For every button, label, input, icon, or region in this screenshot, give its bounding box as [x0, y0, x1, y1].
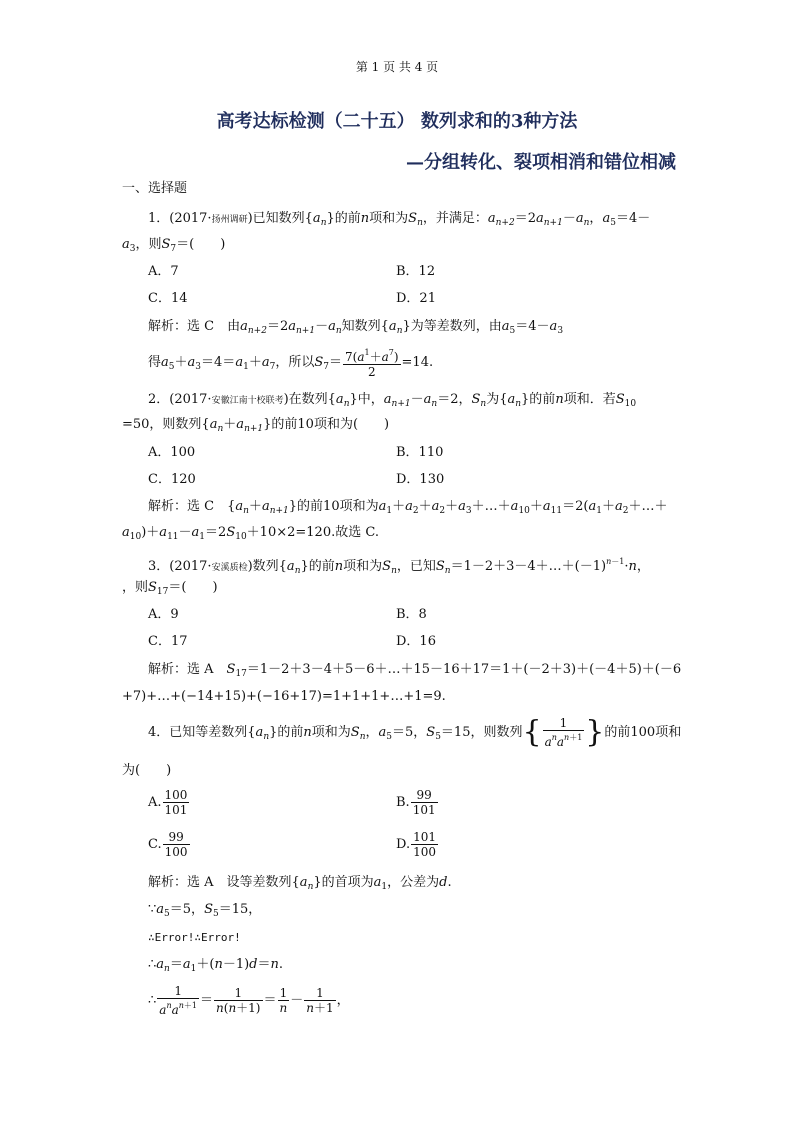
q4-option-d: D. $\frac{101}{100}$ — [396, 830, 436, 859]
q4-solution-line3: ∴Error!∴Error! — [148, 931, 241, 944]
q1-option-a: A．7 — [148, 264, 179, 279]
q4-line1: 4．已知等差数列$\{a_n\}$的前n项和为$S_n$，$a_5=5$，$S_5=15$，则数列{ $\frac{1}{a^na^{n+1}}$ }的前100项和 — [148, 714, 682, 750]
q3-solution-line1: 解析：选 A $S_{17}=1-2+3-4+5-6+\dots+15-16+17=1+(-2+3)+(-4+5)+(-6$ — [148, 662, 682, 679]
q3-option-a: A．9 — [148, 607, 179, 622]
q2-option-b: B．110 — [396, 445, 444, 460]
q2-option-a: A．100 — [148, 445, 196, 460]
section-heading: 一、选择题 — [122, 181, 188, 196]
q4-solution-line5: ∴ $\frac{1}{a^na^{n+1}}$ ＝ $\frac{1}{n(n+1)}$ ＝ $\frac{1}{n}$ － $\frac{1}{n+1}$ ， — [148, 984, 350, 1017]
q3-option-b: B．8 — [396, 607, 427, 622]
q4-solution-line4: $\therefore a_n=a_1+(n-1)d=n$. — [148, 957, 284, 974]
q1-option-c: C．14 — [148, 291, 188, 306]
q4-solution-line2: $\because a_5=5$，$S_5=15$， — [148, 902, 262, 919]
q1-solution-line2: 得$a_5+a_3=4=a_1+a_7$，所以$S_7=$ $\frac{7(a^1+a^7)}{2}$ =14. — [148, 348, 434, 379]
page-number: 第 1 页 共 4 页 — [355, 60, 439, 74]
q2-option-d: D．130 — [396, 472, 445, 487]
q3-line1: 3．(2017·安溪质检)数列$\{a_n\}$的前n项和为$S_n$，已知$S_n=1-2+3-4+\dots+(-1)^{n-1}\cdot n$， — [148, 557, 650, 576]
q1-line2: $a_3$，则$S_7=$( ) — [122, 237, 226, 254]
q2-option-c: C．120 — [148, 472, 196, 487]
q1-line1: 1．(2017·扬州调研)已知数列$\{a_n\}$的前n项和为$S_n$，并满足：$a_{n+2}=2a_{n+1}-a_n$，$a_5=4-$ — [148, 211, 651, 228]
q3-option-c: C．17 — [148, 634, 188, 649]
q4-line2: 为( ) — [122, 763, 172, 778]
page-subtitle: —分组转化、裂项相消和错位相减 — [406, 152, 676, 173]
q4-sequence-fraction: $\frac{1}{a^na^{n+1}}$ — [544, 716, 583, 749]
q2-line1: 2．(2017·安徽江南十校联考)在数列$\{a_n\}$中，$a_{n+1}-a_n=2$，$S_n$为$\{a_n\}$的前n项和．若$S_{10}$ — [148, 392, 637, 409]
q2-solution-line1: 解析：选 C $\{a_n+a_{n+1}\}$的前10项和为$a_1+a_2+a_2+a_3+\dots+a_{10}+a_{11}=2(a_1+a_2+\dots+$ — [148, 499, 668, 516]
page-title: 高考达标检测（二十五） 数列求和的3种方法 — [216, 111, 578, 132]
q1-solution-line1: 解析：选 C 由$a_{n+2}=2a_{n+1}-a_n$知数列$\{a_n\}$为等差数列，由$a_5=4-a_3$ — [148, 319, 564, 336]
q1-option-b: B．12 — [396, 264, 436, 279]
q3-line2: ，则$S_{17}=$( ) — [122, 580, 218, 597]
q4-option-b: B. $\frac{99}{101}$ — [396, 788, 436, 817]
q3-solution-line2: +7)+…+(−14+15)+(−16+17)=1+1+1+…+1=9. — [122, 689, 446, 704]
q4-option-a: A. $\frac{100}{101}$ — [148, 788, 188, 817]
q3-option-d: D．16 — [396, 634, 436, 649]
q4-option-c: C. $\frac{99}{100}$ — [148, 830, 188, 859]
q4-solution-line1: 解析：选 A 设等差数列$\{a_n\}$的首项为$a_1$，公差为d. — [148, 875, 452, 892]
q1-fraction: $\frac{7(a^1+a^7)}{2}$ — [345, 348, 399, 379]
q2-line2: =50，则数列$\{a_n+a_{n+1}\}$的前10项和为( ) — [122, 417, 390, 434]
q1-option-d: D．21 — [396, 291, 436, 306]
q2-solution-line2: $a_{10})+a_{11}-a_1=2S_{10}+10\times 2=120$.故选 C. — [122, 525, 379, 542]
